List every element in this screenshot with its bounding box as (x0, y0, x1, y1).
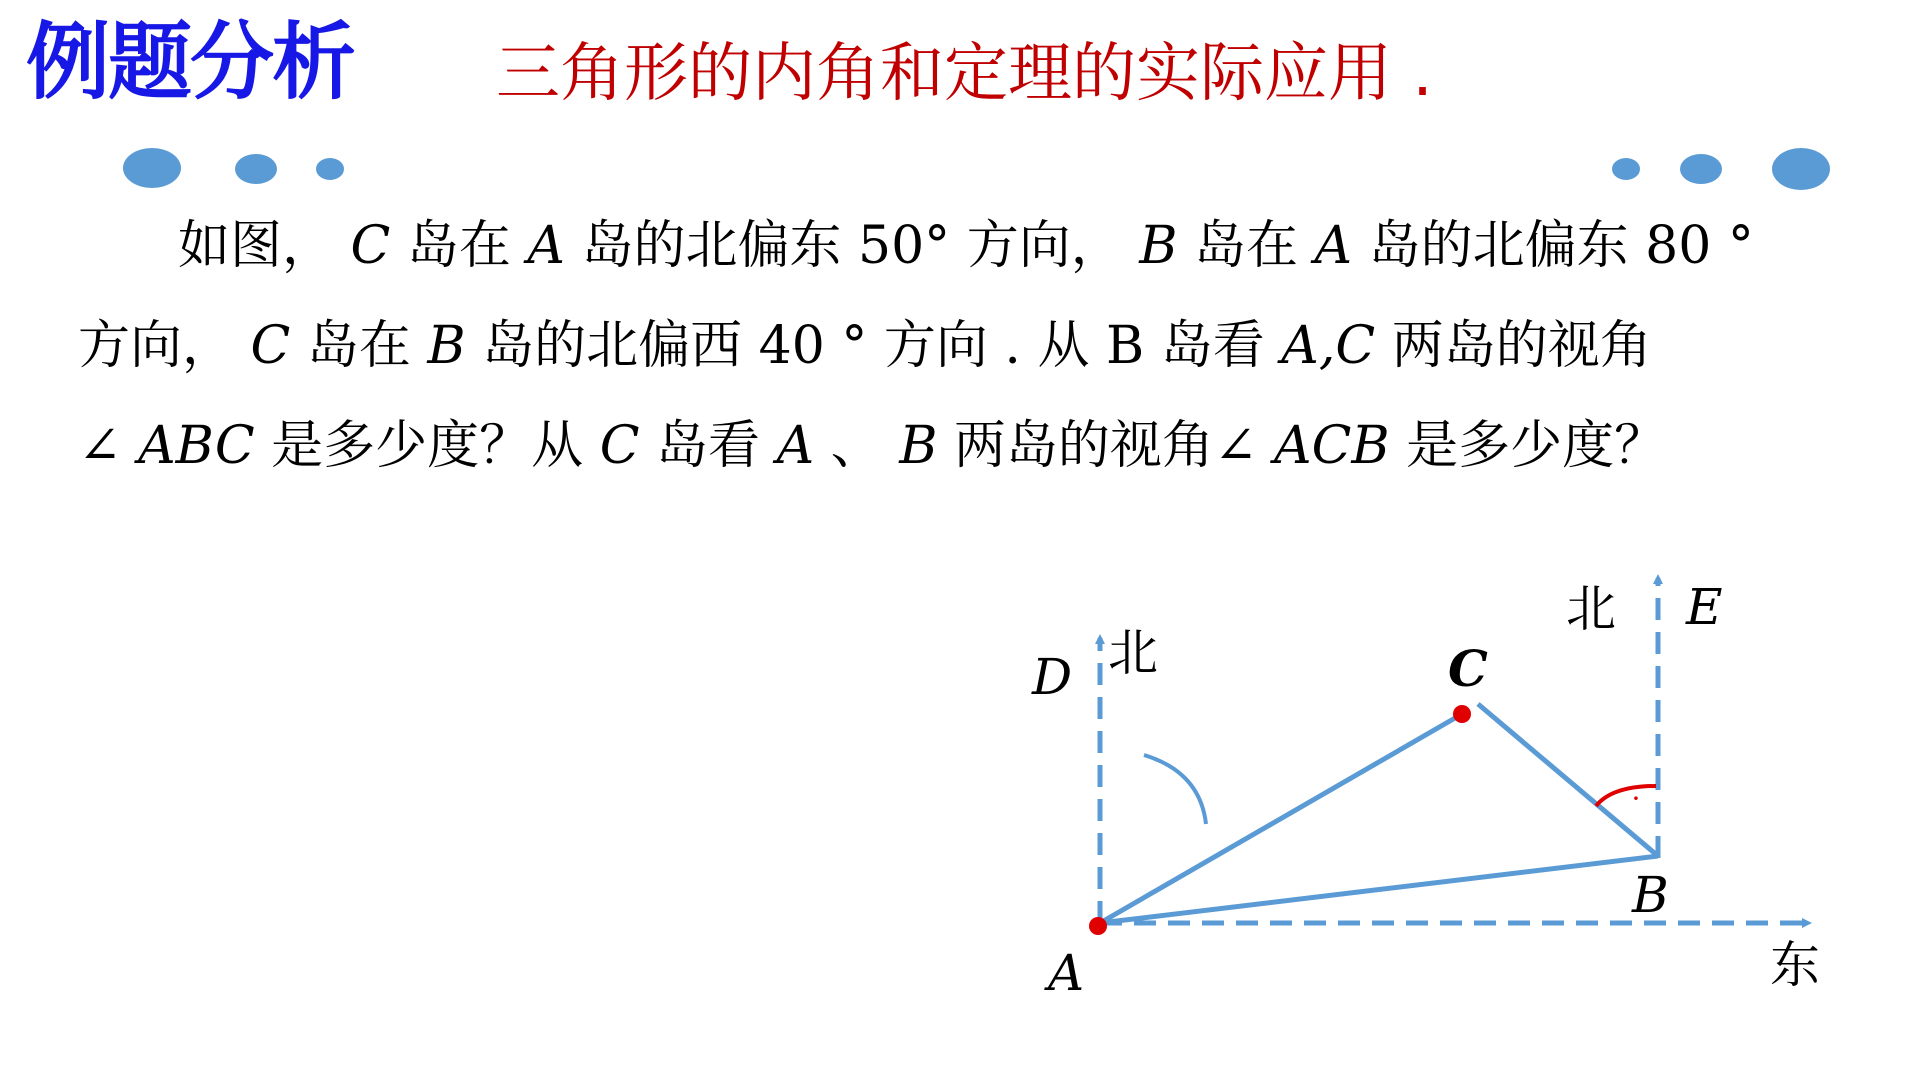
angle-var: ABC (138, 416, 255, 476)
text-run: 是多少度？ (1389, 416, 1667, 476)
page-title: 例题分析 (26, 13, 355, 111)
label-point-B: B (1632, 866, 1669, 924)
text-run: 如图， (178, 216, 351, 276)
angle-arc-A (1144, 755, 1206, 824)
segment-AB (1100, 856, 1658, 923)
point-var: A (1314, 216, 1353, 276)
text-run: 方向， (78, 316, 251, 376)
point-var: B (427, 316, 466, 376)
label-north-B: 北 (1566, 580, 1616, 638)
text-run: 岛在 (290, 316, 428, 376)
text-run: 岛在 (390, 216, 528, 276)
label-point-A: A (1048, 944, 1085, 1002)
text-run: 岛在 (1177, 216, 1315, 276)
text-run: 两岛的视角 (1375, 316, 1652, 376)
text-run: 岛看 (639, 416, 777, 476)
segment-AC (1100, 714, 1462, 923)
point-A-marker (1089, 917, 1107, 935)
text-run: 两岛的视角∠ (937, 416, 1275, 476)
label-point-E: E (1686, 578, 1723, 636)
text-run: 岛的北偏东 50° 方向， (564, 216, 1140, 276)
point-var: A (776, 416, 815, 476)
segment-BC (1478, 704, 1658, 856)
point-C-marker (1453, 705, 1471, 723)
text-run: 岛的北偏东 80 ° (1352, 216, 1754, 276)
label-east: 东 (1770, 936, 1820, 994)
label-point-C: C (1448, 639, 1488, 698)
angle-arc-B (1596, 786, 1656, 806)
page-subtitle: 三角形的内角和定理的实际应用 . (496, 37, 1433, 111)
text-run: 、 (814, 416, 900, 476)
text-run: 是多少度？从 (254, 416, 600, 476)
angle-mark-B: · (1631, 782, 1641, 815)
label-north-A: 北 (1108, 624, 1158, 682)
point-var: B (1139, 216, 1178, 276)
point-var: A (527, 216, 565, 276)
point-var: C (350, 216, 391, 276)
text-run: ∠ (78, 416, 139, 476)
point-var: B (899, 416, 938, 476)
text-run: 岛的北偏西 40 ° 方向 . 从 B 岛看 (465, 316, 1282, 376)
point-var: A,C (1281, 316, 1376, 376)
point-var: C (250, 316, 291, 376)
label-point-D: D (1032, 648, 1073, 706)
point-var: C (599, 416, 640, 476)
angle-var: ACB (1274, 416, 1390, 476)
